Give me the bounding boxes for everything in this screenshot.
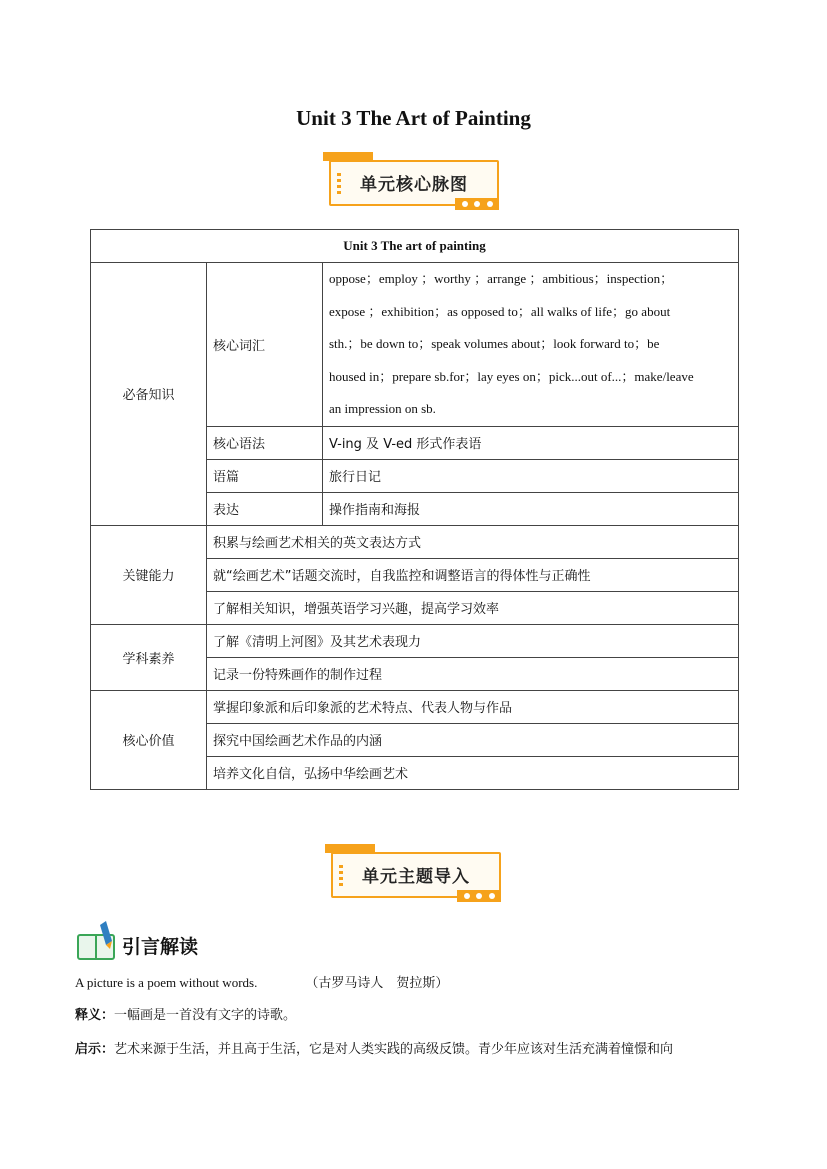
category-values: 核心价值 [91,690,207,789]
table-row [91,690,739,723]
category-key-ability: 关键能力 [91,525,207,624]
vocab-line: expose ；exhibition；as opposed to；all walks of life；go about [329,303,671,319]
meaning-label: 释义： [75,1008,115,1023]
core-map-table [90,229,739,790]
expression-label: 表达 [207,492,323,525]
table-row [91,624,739,657]
vocab-line: oppose；employ ；worthy ；arrange ；ambitious；inspection； [329,271,674,286]
vocab-line: an impression on sb. [329,401,436,416]
grammar-value: V-ing 及 V-ed 形式作表语 [323,426,739,459]
hint-text: 艺术来源于生活，并且高于生活，它是对人类实践的高级反馈。青少年应该对生活充满着憧憬和向 [114,1042,674,1057]
table-row [91,263,739,427]
badge-label: 单元核心脉图 [360,175,468,195]
theme-intro-badge [325,844,501,902]
vocab-line: sth.；be down to；speak volumes about；look forward to；be [329,336,660,351]
quote-section-heading [76,921,198,961]
badge-tail [455,198,499,210]
hint-paragraph [75,1038,673,1057]
grammar-label: 核心语法 [207,426,323,459]
expression-value: 操作指南和海报 [323,492,739,525]
key-ability-item: 了解相关知识，增强英语学习兴趣，提高学习效率 [207,591,739,624]
category-literacy: 学科素养 [91,624,207,690]
section-title: 引言解读 [122,936,199,958]
values-item: 探究中国绘画艺术作品的内涵 [207,723,739,756]
values-item: 掌握印象派和后印象派的艺术特点、代表人物与作品 [207,690,739,723]
core-map-badge [323,152,499,210]
values-item: 培养文化自信，弘扬中华绘画艺术 [207,756,739,789]
key-ability-item: 就“绘画艺术”话题交流时，自我监控和调整语言的得体性与正确性 [207,558,739,591]
quote-line [75,972,448,991]
literacy-item: 了解《清明上河图》及其艺术表现力 [207,624,739,657]
meaning-paragraph [75,1004,296,1023]
literacy-item: 记录一份特殊画作的制作过程 [207,657,739,690]
quote-source: （古罗马诗人 贺拉斯） [305,976,449,991]
text-value: 旅行日记 [323,459,739,492]
badge-label: 单元主题导入 [362,867,470,887]
key-ability-item: 积累与绘画艺术相关的英文表达方式 [207,525,739,558]
table-row [91,525,739,558]
meaning-text: 一幅画是一首没有文字的诗歌。 [114,1008,297,1023]
page-title: Unit 3 The Art of Painting [296,106,531,130]
table-header-row [91,230,739,263]
vocab-cell [323,263,739,427]
table-header: Unit 3 The art of painting [91,230,739,263]
category-essential: 必备知识 [91,263,207,526]
badge-tail [457,890,501,902]
vocab-line: housed in；prepare sb.for；lay eyes on；pick...out of...；make/leave [329,368,694,384]
text-label: 语篇 [207,459,323,492]
book-pencil-icon [76,921,118,961]
vocab-label: 核心词汇 [207,263,323,427]
quote-text: A picture is a poem without words. [75,975,258,990]
hint-label: 启示： [75,1042,115,1057]
